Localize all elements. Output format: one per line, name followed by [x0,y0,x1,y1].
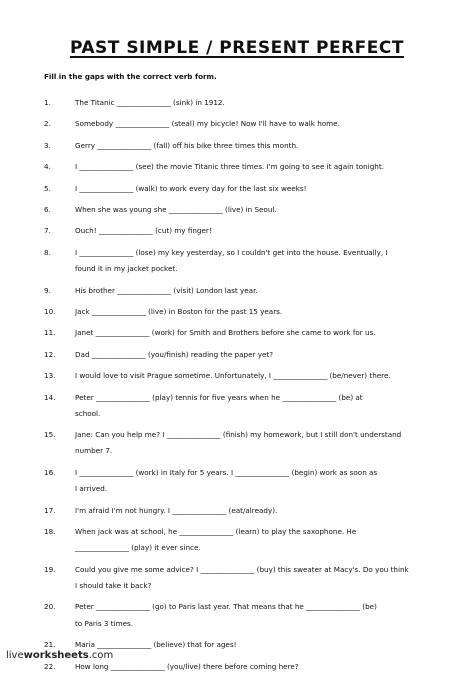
exercise-text-line: I _______________ (lose) my key yesterday, so I couldn't get into the house. Eventually, I [75,247,388,257]
exercise-text-line: Gerry _______________ (fall) off his bike three times this month. [75,140,299,150]
exercise-number: 3. [44,140,51,150]
exercise-text-line: found it in my jacket pocket. [75,264,178,274]
exercise-number: 18. [44,527,56,536]
exercise-number: 2. [44,119,51,129]
exercise-number: 5. [44,183,51,193]
exercise-text-line: number 7. [75,446,113,456]
footer-brand: worksheets [23,650,89,661]
exercise-text-line: How long _______________ (you/live) there before coming here? [75,661,299,671]
exercise-number: 7. [44,226,51,236]
exercise-number: 9. [44,285,51,295]
exercise-text-line: Dad _______________ (you/finish) reading the paper yet? [75,349,274,359]
footer-suffix: .com [88,650,114,661]
exercise-text-line: I _______________ (walk) to work every day for the last six weeks! [75,183,307,193]
exercise-text-line: Jack _______________ (live) in Boston for the past 15 years. [75,306,283,316]
exercise-text-line: I'm afraid I'm not hungry. I _______________ (eat/already). [75,505,278,515]
exercise-text-line: I _______________ (see) the movie Titanic three times. I'm going to see it again tonight. [75,162,384,172]
exercise-text-line: to Paris 3 times. [75,618,134,628]
exercise-text-line: Ouch! _______________ (cut) my finger! [75,226,212,236]
exercise-number: 13. [44,371,56,381]
exercise-text-line: _______________ (play) it ever since. [75,543,201,553]
footer-prefix: live [6,650,24,661]
exercise-text-line: When jack was at school, he _______________ (learn) to play the saxophone. He [75,527,357,536]
exercise-number: 21. [44,640,56,650]
exercise-text-line: Could you give me some advice? I _______________ (buy) this sweater at Macy's. Do you think [75,564,409,574]
exercise-text-line: I arrived. [75,484,108,494]
exercise-number: 11. [44,328,56,338]
instructions: Fill in the gaps with the correct verb form. [44,72,217,81]
exercise-text-line: I should take it back? [75,580,152,590]
exercise-number: 15. [44,430,56,440]
exercise-text-line: Peter _______________ (go) to Paris last year. That means that he _______________ (be) [75,602,377,612]
exercise-number: 8. [44,247,51,257]
exercise-number: 1. [44,98,51,107]
exercise-number: 10. [44,306,56,316]
exercise-number: 17. [44,505,56,515]
exercise-number: 4. [44,162,51,172]
worksheet-title: PAST SIMPLE / PRESENT PERFECT [70,38,404,58]
exercise-text-line: Jane: Can you help me? I _______________ (finish) my homework, but I still don't understand [75,430,402,440]
site-footer [6,650,113,661]
exercise-number: 14. [44,392,56,402]
exercise-number: 19. [44,564,56,574]
exercise-text-line: I would love to visit Prague sometime. Unfortunately, I _______________ (be/never) there. [75,371,391,381]
exercise-number: 22. [44,661,56,671]
exercise-number: 20. [44,602,56,612]
exercise-number: 16. [44,467,56,477]
exercise-text-line: Peter _______________ (play) tennis for five years when he _______________ (be) at [75,392,363,402]
exercise-number: 12. [44,349,56,359]
exercise-text-line: The Titanic _______________ (sink) in 1912. [75,98,225,107]
exercise-text-line: school. [75,408,101,418]
exercise-text-line: When she was young she _______________ (live) in Seoul. [75,205,277,214]
exercise-text-line: Somebody _______________ (steal) my bicycle! Now I'll have to walk home. [75,119,340,129]
exercise-text-line: Maria _______________ (believe) that for ages! [75,640,237,650]
exercise-text-line: His brother _______________ (visit) London last year. [75,285,258,295]
exercise-number: 6. [44,205,51,214]
exercise-text-line: I _______________ (work) in Italy for 5 years. I _______________ (begin) work as soon as [75,467,378,477]
exercise-text-line: Janet _______________ (work) for Smith and Brothers before she came to work for us. [75,328,376,338]
